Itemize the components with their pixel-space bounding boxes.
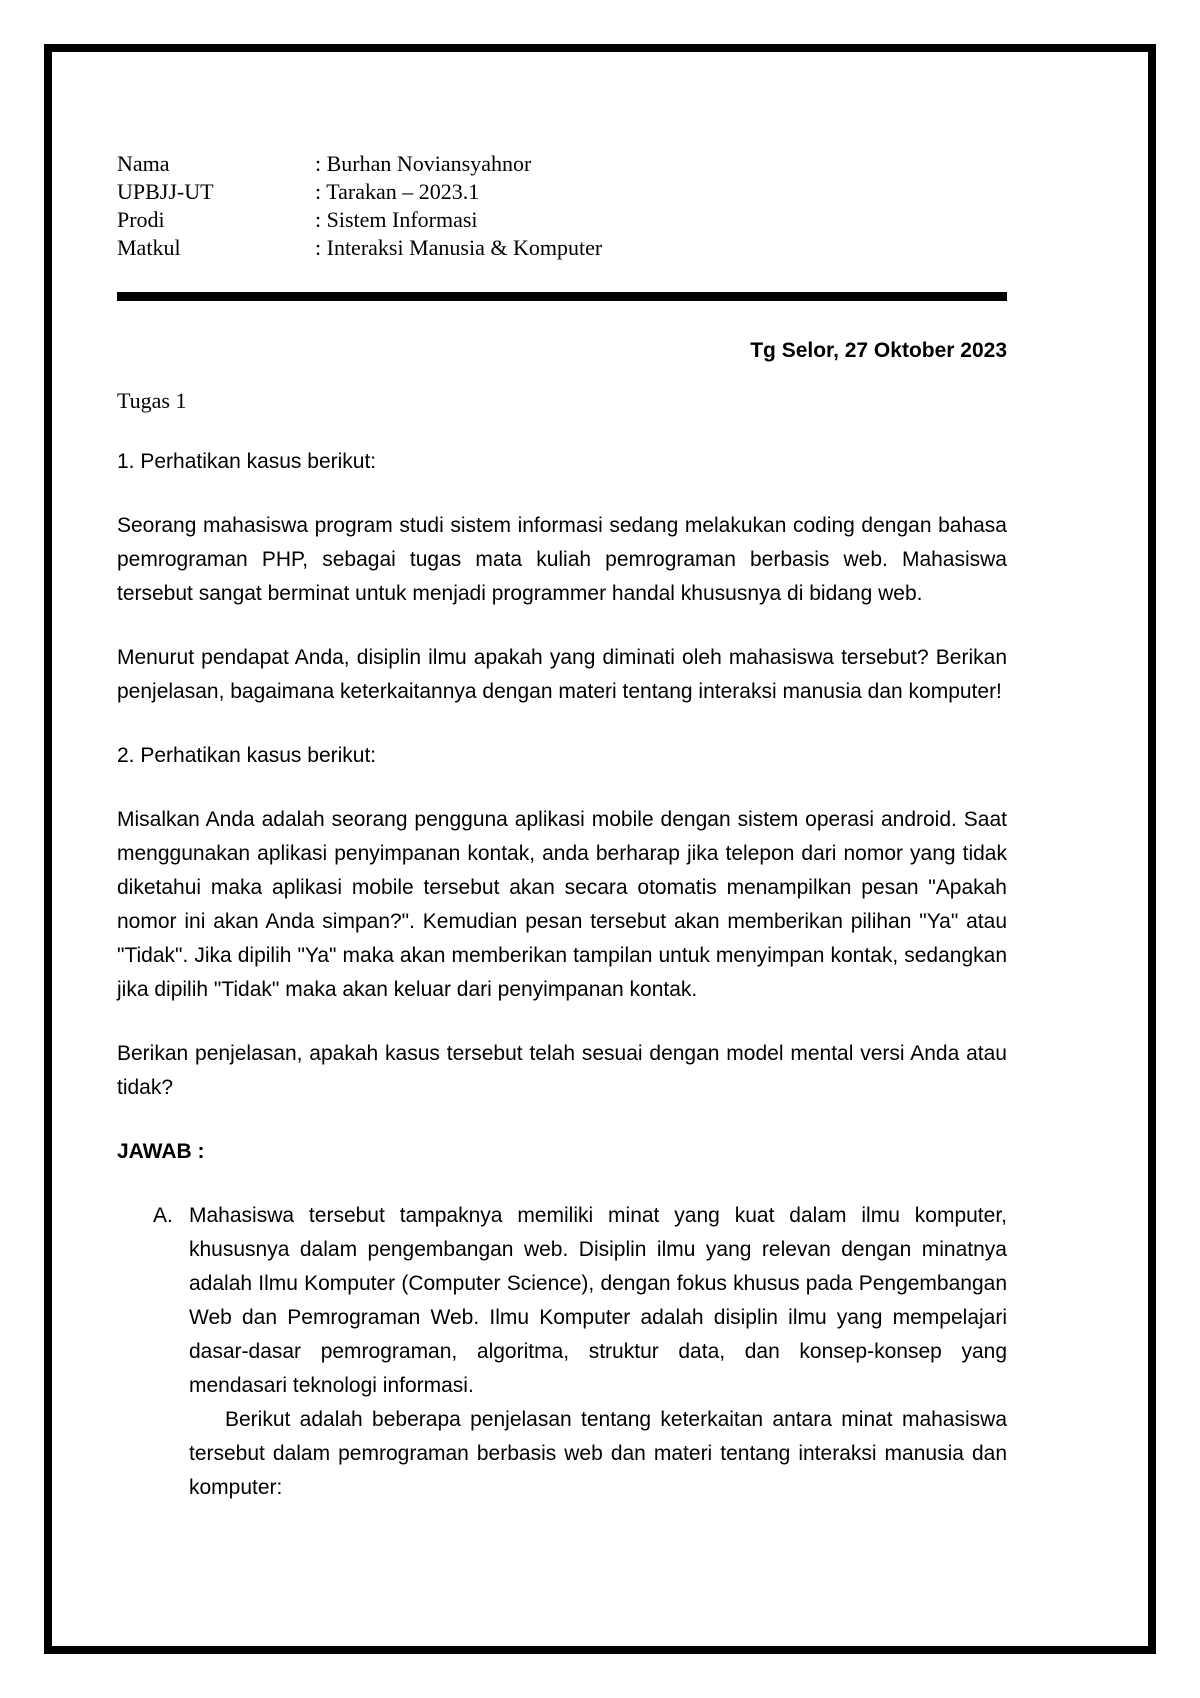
question-2-prompt: Berikan penjelasan, apakah kasus tersebut telah sesuai dengan model mental versi Anda atau tidak? <box>117 1042 1007 1099</box>
assignment-title: Tugas 1 <box>117 388 187 413</box>
document-date: Tg Selor, 27 Oktober 2023 <box>750 339 1007 362</box>
answer-a <box>117 1199 1007 1505</box>
info-row-matkul <box>117 234 1007 262</box>
answer-a-paragraph-1: Mahasiswa tersebut tampaknya memiliki minat yang kuat dalam ilmu komputer, khususnya dalam pengembangan web. Disiplin ilmu yang relevan dengan minatnya adalah Ilmu Komputer (Computer Science), dengan fokus khusus pada Pengembangan Web dan Pemrograman Web. Ilmu Komputer adalah disiplin ilmu yang mempelajari dasar-dasar pemrograman, algoritma, struktur data, dan konsep-konsep yang mendasari teknologi informasi. <box>189 1204 1007 1397</box>
question-2-case: Misalkan Anda adalah seorang pengguna aplikasi mobile dengan sistem operasi android. Saat menggunakan aplikasi penyimpanan kontak, anda berharap jika telepon dari nomor yang tidak diketahui maka aplikasi mobile tersebut akan secara otomatis menampilkan pesan "Apakah nomor ini akan Anda simpan?". Kemudian pesan tersebut akan memberikan pilihan "Ya" atau "Tidak". Jika dipilih "Ya" maka akan memberikan tampilan untuk menyimpan kontak, sedangkan jika dipilih "Tidak" maka akan keluar dari penyimpanan kontak. <box>117 808 1007 1001</box>
info-row-upbjj <box>117 178 1007 206</box>
question-1-case: Seorang mahasiswa program studi sistem informasi sedang melakukan coding dengan bahasa pemrograman PHP, sebagai tugas mata kuliah pemrograman berbasis web. Mahasiswa tersebut sangat berminat untuk menjadi programmer handal khususnya di bidang web. <box>117 514 1007 605</box>
answer-heading: JAWAB : <box>117 1140 205 1163</box>
answer-a-letter: A. <box>153 1204 173 1227</box>
info-label: Prodi <box>117 207 165 232</box>
info-row-prodi <box>117 206 1007 234</box>
question-1-prompt: Menurut pendapat Anda, disiplin ilmu apakah yang diminati oleh mahasiswa tersebut? Berikan penjelasan, bagaimana keterkaitannya dengan materi tentang interaksi manusia dan komputer! <box>117 646 1007 703</box>
info-value: : Burhan Noviansyahnor <box>315 151 532 176</box>
answer-a-body <box>189 1199 1007 1505</box>
info-value: : Interaksi Manusia & Komputer <box>315 235 603 260</box>
question-2-heading: 2. Perhatikan kasus berikut: <box>117 744 377 767</box>
info-value: : Tarakan – 2023.1 <box>315 179 480 204</box>
question-1-heading: 1. Perhatikan kasus berikut: <box>117 450 377 473</box>
student-info <box>117 150 1007 262</box>
document-body <box>117 150 1007 1505</box>
info-label: Matkul <box>117 235 181 260</box>
info-row-nama <box>117 150 1007 178</box>
info-label: UPBJJ-UT <box>117 179 214 204</box>
answer-a-paragraph-2: Berikut adalah beberapa penjelasan tentang keterkaitan antara minat mahasiswa tersebut dalam pemrograman berbasis web dan materi tentang interaksi manusia dan komputer: <box>189 1408 1007 1499</box>
info-label: Nama <box>117 151 170 176</box>
header-divider <box>117 292 1007 301</box>
info-value: : Sistem Informasi <box>315 207 478 232</box>
